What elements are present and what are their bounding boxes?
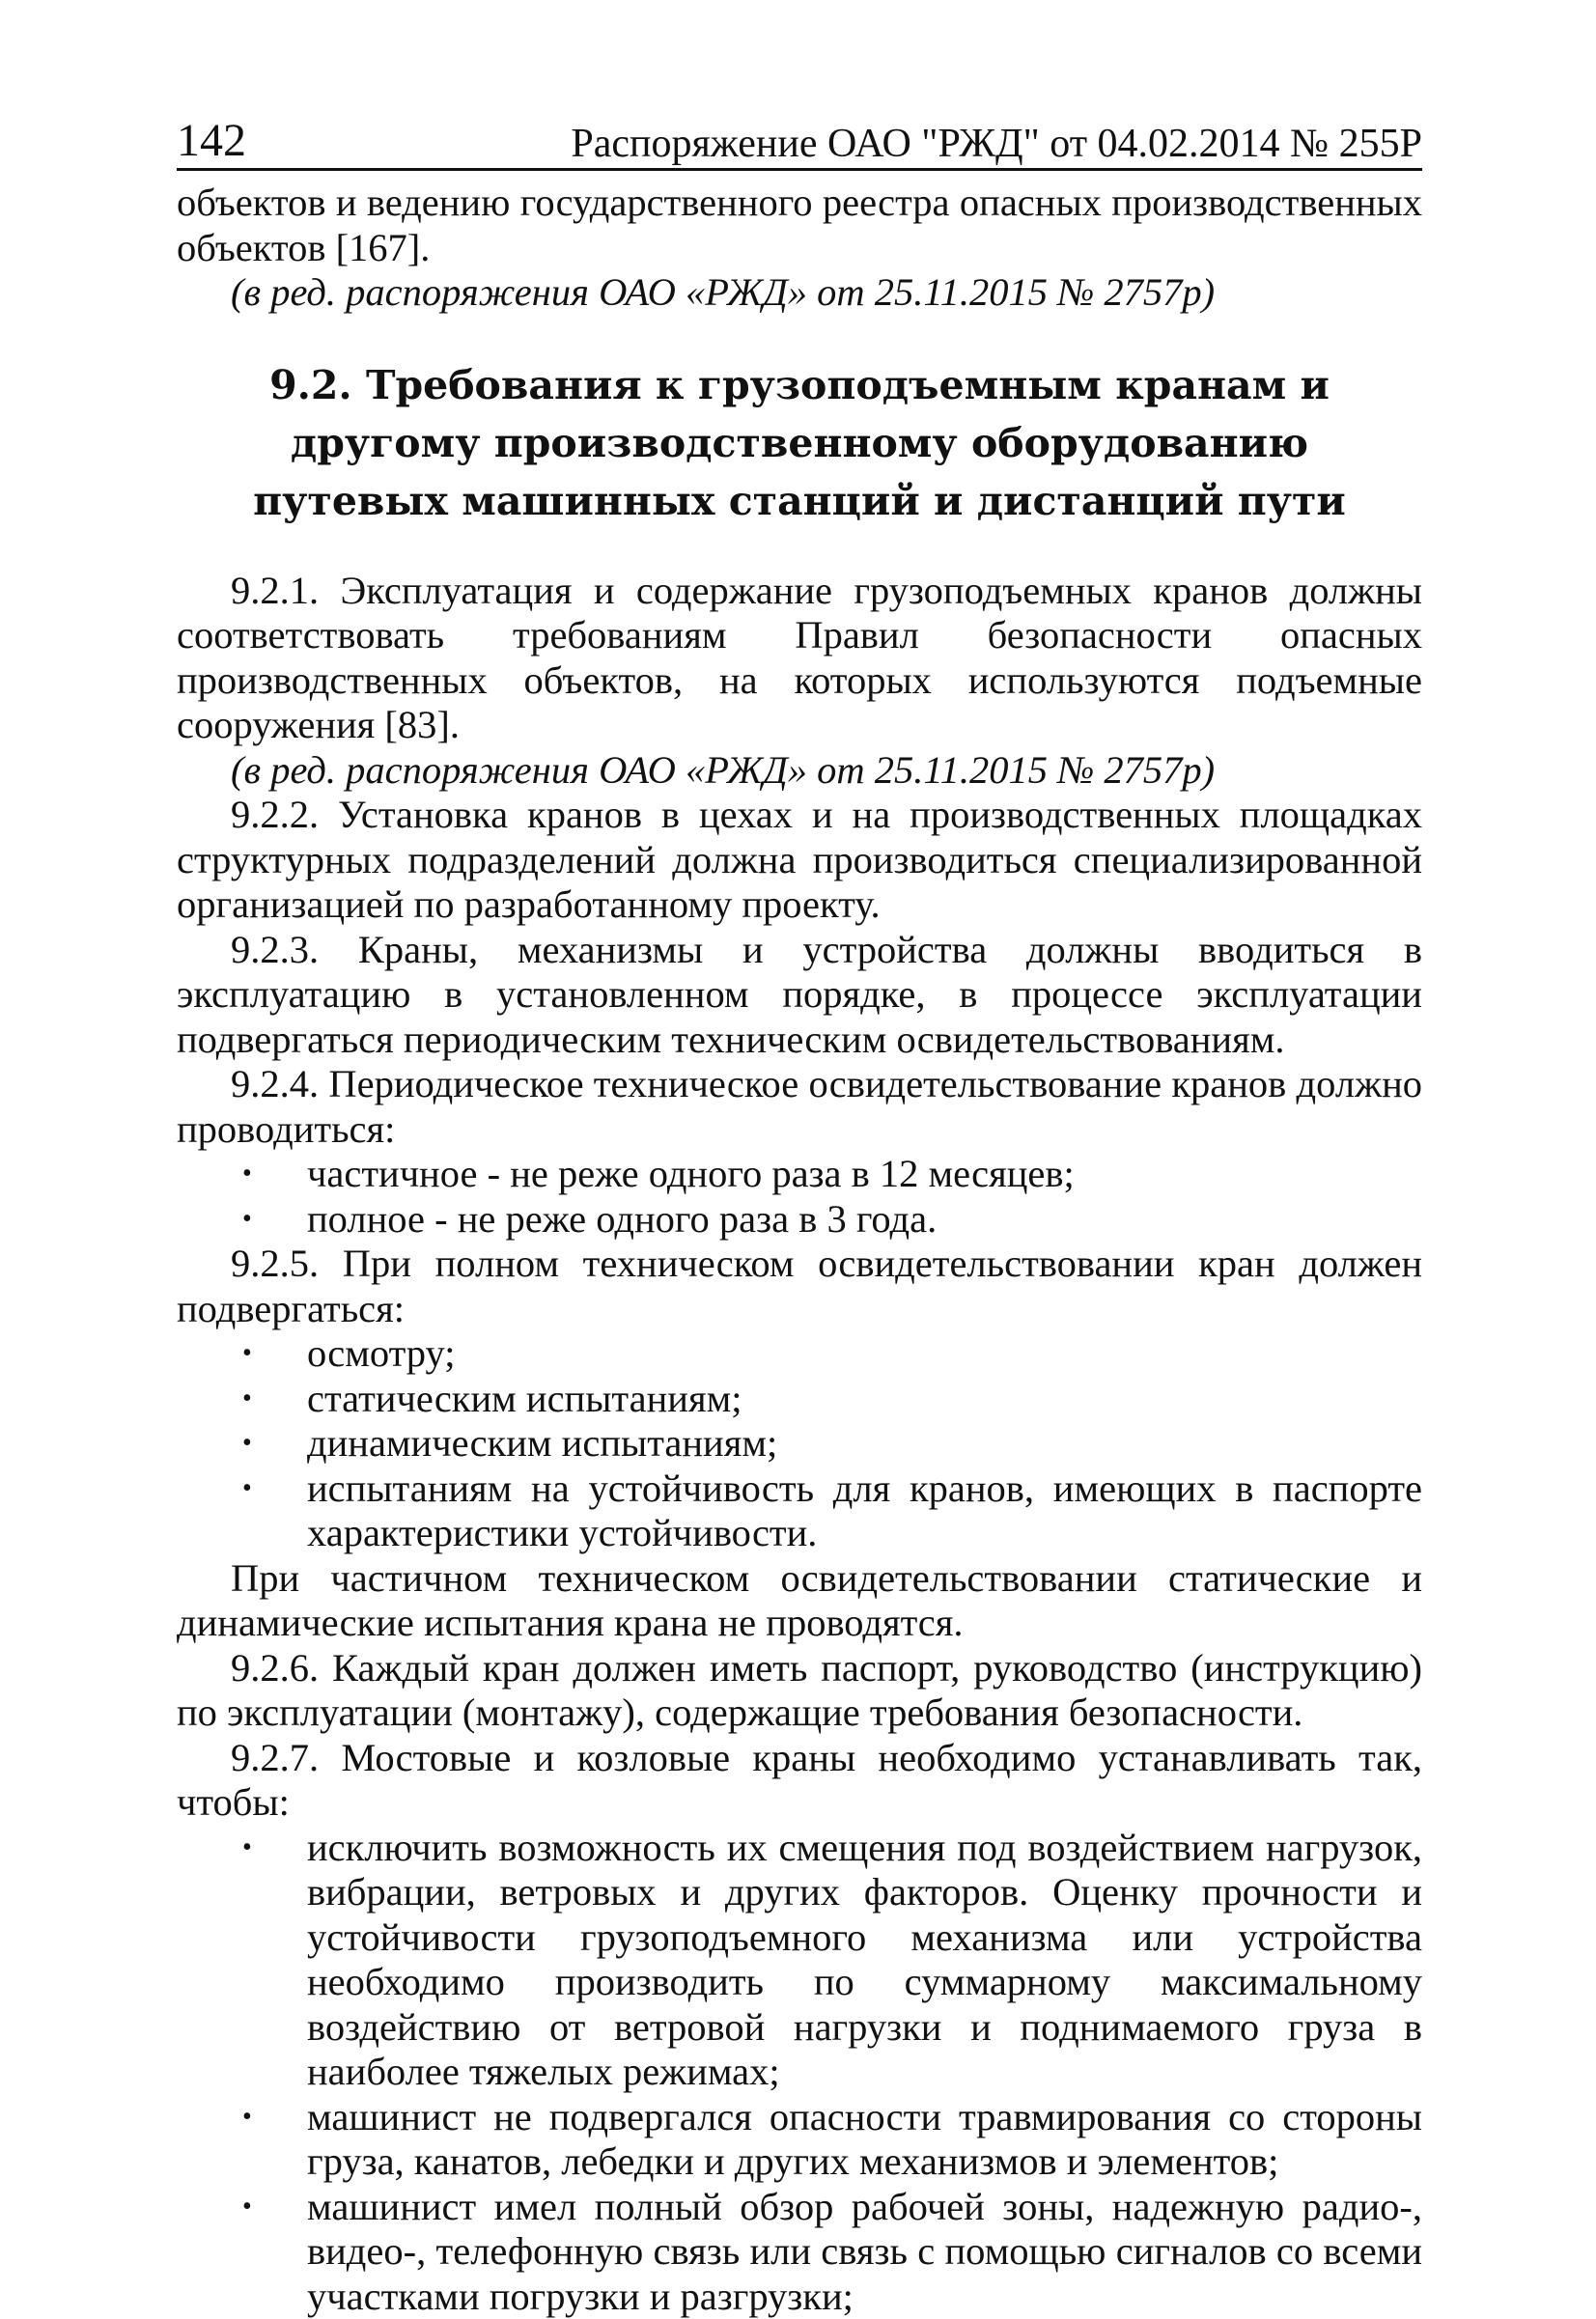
- paragraph-9-2-4: 9.2.4. Периодическое техническое освидетельствование кранов должно проводиться:: [177, 1062, 1422, 1152]
- list-item-text: статическим испытаниям;: [307, 1377, 742, 1420]
- list-9-2-5: [177, 1331, 1422, 1556]
- list-item-text: испытаниям на устойчивость для кранов, имеющих в паспорте характеристики устойчивости.: [307, 1467, 1422, 1555]
- document-body: [177, 181, 1422, 2319]
- bullet-icon: •: [242, 1377, 252, 1422]
- paragraph-9-2-1: 9.2.1. Эксплуатация и содержание грузоподъемных кранов должны соответствовать требованиям Правил безопасности опасных производственных объектов, на которых используются подъемные сооружения [83].: [177, 569, 1422, 748]
- bullet-icon: •: [242, 2095, 252, 2140]
- list-item-text: динамическим испытаниям;: [307, 1421, 777, 1465]
- list-item: [177, 1467, 1422, 1556]
- list-item: [177, 1377, 1422, 1422]
- bullet-icon: •: [242, 1197, 252, 1243]
- paragraph-9-2-2: 9.2.2. Установка кранов в цехах и на производственных площадках структурных подразделений должна производиться специализированной организацией по разработанному проекту.: [177, 793, 1422, 928]
- paragraph-9-2-6: 9.2.6. Каждый кран должен иметь паспорт, руководство (инструкцию) по эксплуатации (монтажу), содержащие требования безопасности.: [177, 1646, 1422, 1736]
- list-item: [177, 1421, 1422, 1467]
- page-number: 142: [177, 118, 246, 164]
- page-header: [177, 104, 1422, 171]
- list-item-text: машинист имел полный обзор рабочей зоны, надежную радио-, видео-, телефонную связь или связь с помощью сигналов со всеми участками погрузки и разгрузки;: [307, 2185, 1422, 2318]
- document-page: [177, 104, 1422, 2319]
- bullet-icon: •: [242, 1467, 252, 1512]
- list-item-text: исключить возможность их смещения под воздействием нагрузок, вибрации, ветровых и других факторов. Оценку прочности и устойчивости грузоподъемного механизма или устройства необходимо производить по суммарному максимальному воздействию от ветровой нагрузки и поднимаемого груза в наиболее тяжелых режимах;: [307, 1826, 1422, 2094]
- running-title: Распоряжение ОАО "РЖД" от 04.02.2014 № 255Р: [571, 124, 1422, 164]
- list-item: [177, 1152, 1422, 1197]
- bullet-icon: •: [242, 2185, 252, 2230]
- paragraph-9-2-7: 9.2.7. Мостовые и козловые краны необходимо устанавливать так, чтобы:: [177, 1736, 1422, 1826]
- list-item-text: осмотру;: [307, 1331, 455, 1375]
- bullet-icon: •: [242, 1826, 252, 1871]
- bullet-icon: •: [242, 1152, 252, 1197]
- list-item: [177, 2095, 1422, 2185]
- list-item-text: полное - не реже одного раза в 3 года.: [307, 1197, 937, 1241]
- bullet-icon: •: [242, 1421, 252, 1467]
- list-item: [177, 1197, 1422, 1243]
- list-item: [177, 1826, 1422, 2095]
- bullet-icon: •: [242, 1331, 252, 1377]
- list-9-2-4: [177, 1152, 1422, 1242]
- paragraph-9-2-5: 9.2.5. При полном техническом освидетельствовании кран должен подвергаться:: [177, 1242, 1422, 1331]
- edition-note: (в ред. распоряжения ОАО «РЖД» от 25.11.2015 № 2757р): [177, 748, 1422, 794]
- paragraph-continued: объектов и ведению государственного реестра опасных производственных объектов [167].: [177, 181, 1422, 270]
- paragraph-9-2-3: 9.2.3. Краны, механизмы и устройства должны вводиться в эксплуатацию в установленном порядке, в процессе эксплуатации подвергаться периодическим техническим освидетельствованиям.: [177, 928, 1422, 1063]
- list-9-2-7: [177, 1826, 1422, 2319]
- list-item: [177, 1331, 1422, 1377]
- list-item-text: машинист не подвергался опасности травмирования со стороны груза, канатов, лебедки и других механизмов и элементов;: [307, 2095, 1422, 2184]
- edition-note: (в ред. распоряжения ОАО «РЖД» от 25.11.2015 № 2757р): [177, 270, 1422, 316]
- section-heading: 9.2. Требования к грузоподъемным кранам и другому производственному оборудованию путевых машинных станций и дистанций пути: [196, 356, 1403, 530]
- list-item: [177, 2185, 1422, 2319]
- list-item-text: частичное - не реже одного раза в 12 месяцев;: [307, 1152, 1075, 1195]
- paragraph-partial-inspection: При частичном техническом освидетельствовании статические и динамические испытания крана не проводятся.: [177, 1556, 1422, 1646]
